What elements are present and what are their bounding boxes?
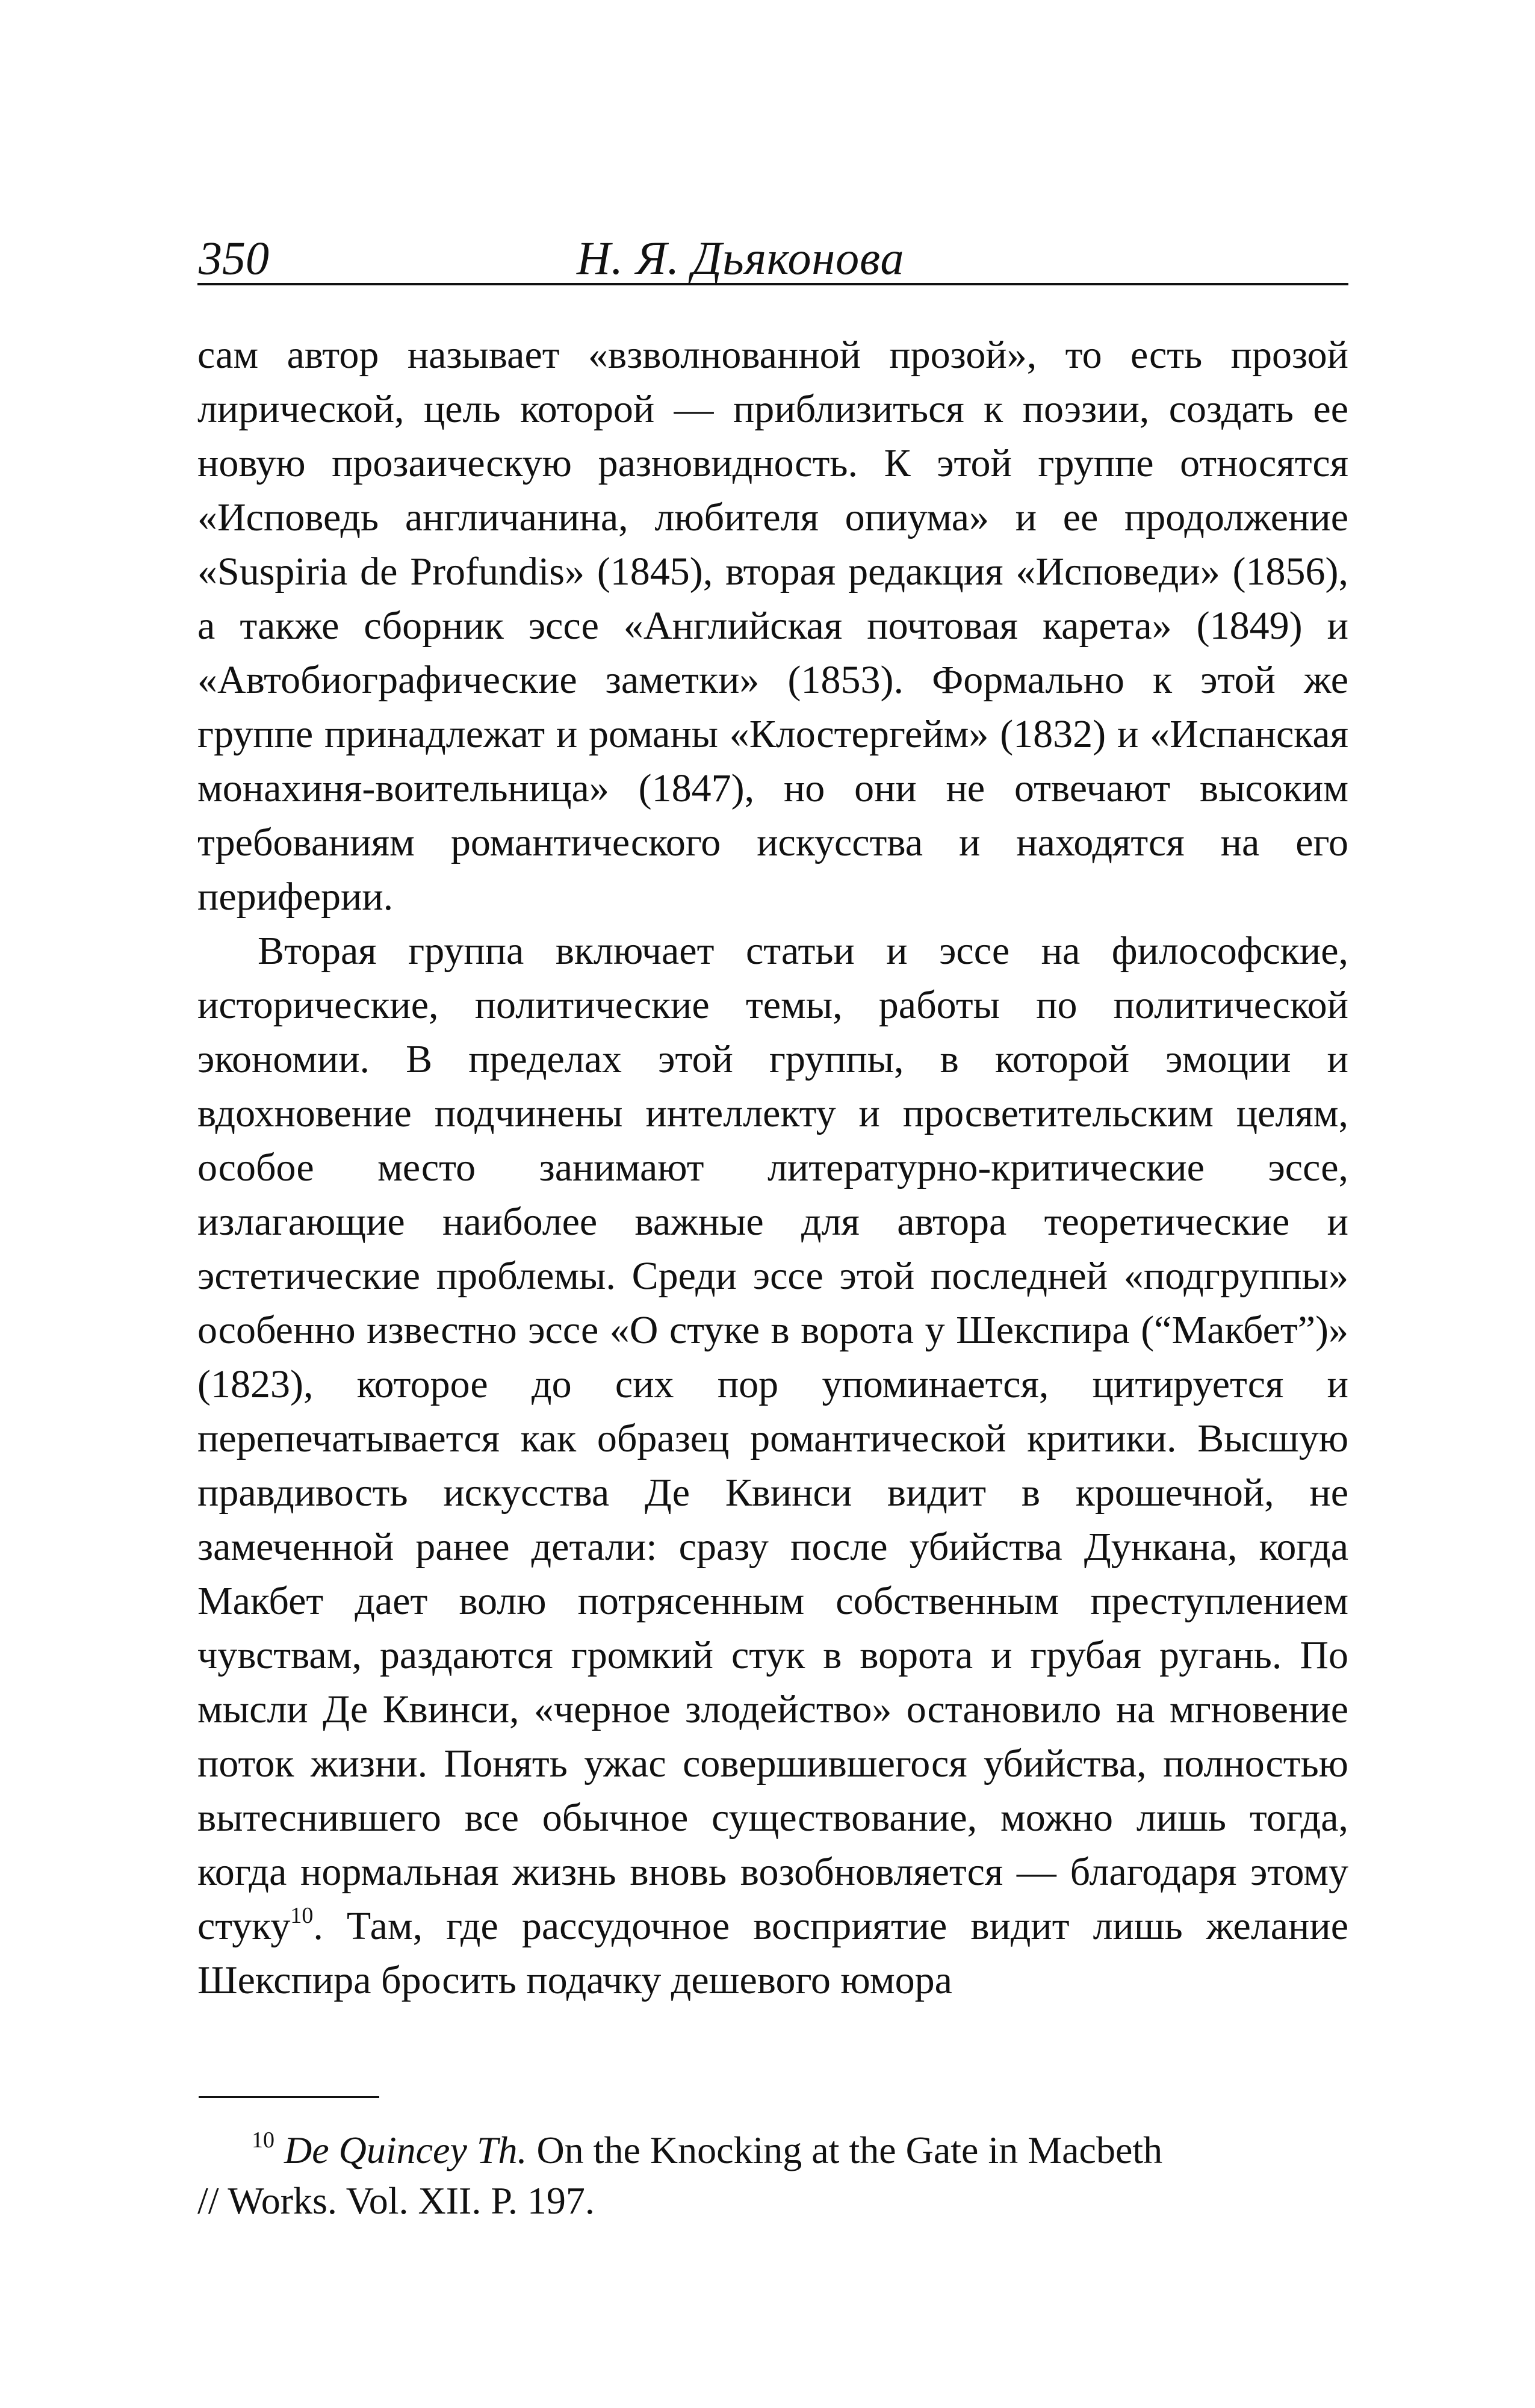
footnote-number: 10 bbox=[252, 2127, 274, 2153]
page-number: 350 bbox=[199, 232, 269, 284]
paragraph bbox=[197, 924, 1348, 2008]
footnote bbox=[197, 2125, 1348, 2226]
paragraph: сам автор называет «взволнованной прозой», то есть прозой лирической, цель которой — приблизиться к поэзии, создать ее новую прозаическую разновидность. К этой группе относятся «Исповедь англичанина, любителя опиума» и ее продолжение «Suspiria de Profundis» (1845), вторая редакция «Исповеди» (1856), а также сборник эссе «Английская почтовая карета» (1849) и «Автобиографические заметки» (1853). Формально к этой же группе принадлежат и романы «Клостергейм» (1832) и «Испанская монахиня-воительница» (1847), но они не отвечают высоким требованиям романтического искусства и находятся на его периферии. bbox=[197, 333, 1348, 919]
paragraph-text-continued: . Там, где рассудочное восприятие видит лишь желание Шекспира бросить подачку дешевого юмора bbox=[197, 1904, 1348, 2002]
page-header bbox=[197, 223, 1348, 285]
footnote-author: De Quincey Th. bbox=[284, 2129, 527, 2171]
main-text bbox=[197, 328, 1348, 2008]
running-head: Н. Я. Дьяконова bbox=[577, 232, 905, 284]
footnote-line bbox=[197, 2125, 1348, 2176]
paragraph-text: Вторая группа включает статьи и эссе на философские, исторические, политические темы, работы по политической экономии. В пределах этой группы, в которой эмоции и вдохновение подчинены интеллекту и просветительским целям, особое место занимают литературно-критические эссе, излагающие наиболее важные для автора теоретические и эстетические проблемы. Среди эссе этой последней «подгруппы» особенно известно эссе «О стуке в ворота у Шекспира (“Макбет”)» (1823), которое до сих пор упоминается, цитируется и перепечатывается как образец романтической критики. Высшую правдивость искусства Де Квинси видит в крошечной, не замеченной ранее детали: сразу после убийства Дункана, когда Макбет дает волю потрясенным собственным преступлением чувствам, раздаются громкий стук в ворота и грубая ругань. По мысли Де Квинси, «черное злодейство» остановило на мгновение поток жизни. Понять ужас совершившегося убийства, полностью вытеснившего все обычное существование, можно лишь тогда, когда нормальная жизнь вновь возобновляется — благодаря этому стуку bbox=[197, 929, 1348, 1948]
footnote-separator bbox=[199, 2096, 379, 2098]
footnote-source: // Works. Vol. XII. P. 197. bbox=[197, 2179, 595, 2222]
footnote-title: On the Knocking at the Gate in Macbeth bbox=[527, 2129, 1163, 2171]
footnote-reference: 10 bbox=[290, 1903, 314, 1928]
